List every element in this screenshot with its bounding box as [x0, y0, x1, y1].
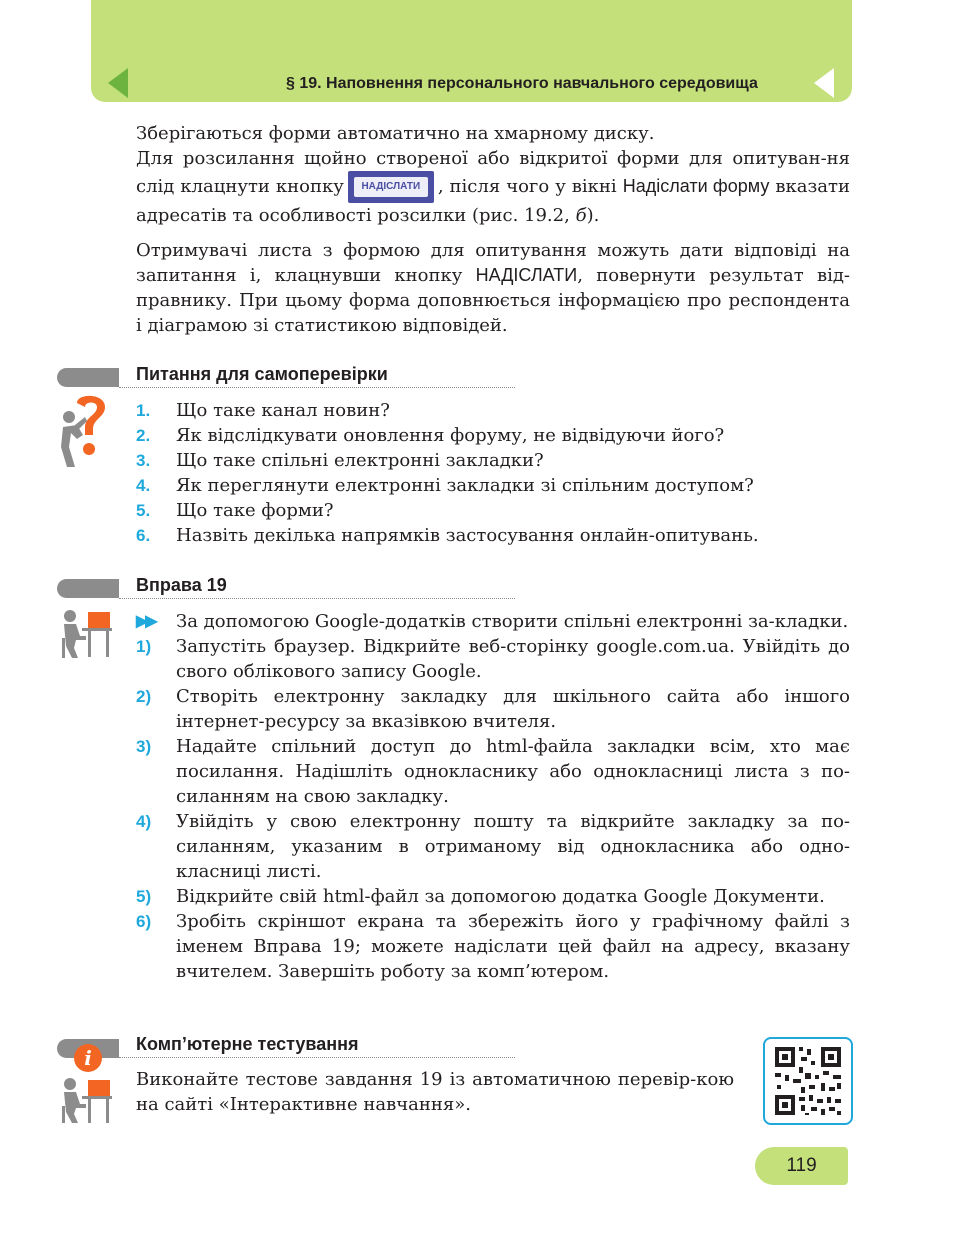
page-number: 119: [755, 1147, 848, 1185]
list-item: 3. Що таке спільні електронні закладки?: [136, 450, 544, 471]
exercise-intro: ▶▶ За допомогою Google-додатків створити спільні електронні за-кладки.: [136, 611, 849, 632]
list-item: 4. Як переглянути електронні закладки зі спільним доступом?: [136, 475, 754, 496]
computer-work-icon: [58, 608, 112, 660]
section-bar: [57, 579, 119, 598]
divider: [119, 387, 515, 388]
intro-paragraph-3: Отримувачі листа з формою для опитування можуть дати відповіді на запитання і, клацнувши кнопку НАДІСЛАТИ, повернути результат від-правнику. При цьому форма доповнюється інформацією про респондента і діаграмою зі статистикою відповідей.: [136, 240, 851, 336]
prev-arrow-icon: [108, 68, 128, 98]
exercise-body: [136, 609, 850, 984]
list-item: 5. Що таке форми?: [136, 500, 334, 521]
list-item: 1) Запустіть браузер. Відкрийте веб-сторінку google.com.ua. Увійдіть до свого облікового запису Google.: [136, 636, 850, 682]
svg-text:i: i: [84, 1046, 92, 1070]
list-item: 6. Назвіть декілька напрямків застосування онлайн-опитувань.: [136, 525, 759, 546]
questions-list: [136, 398, 850, 548]
question-person-icon: [55, 395, 110, 470]
qr-code[interactable]: [763, 1037, 853, 1125]
info-computer-icon: [58, 1042, 112, 1124]
double-arrow-icon: ▶▶: [136, 613, 155, 630]
testing-text: Виконайте тестове завдання 19 із автоматичною перевір-кою на сайті «Інтерактивне навчання».: [136, 1069, 734, 1115]
chapter-title: § 19. Наповнення персонального навчального середовища: [286, 75, 758, 92]
send-button-image: НАДІСЛАТИ: [348, 171, 434, 203]
divider: [119, 1057, 515, 1058]
list-item: 2. Як відслідкувати оновлення форуму, не відвідуючи його?: [136, 425, 725, 446]
intro-text: [136, 121, 850, 146]
intro-paragraph-2: Для розсилання щойно створеної або відкритої форми для опитуван-ня слід клацнути кнопку НАДІСЛАТИ , після чого у вікні Надіслати форму вказати адресатів та особливості розсилки (рис. 19.2, б).: [136, 148, 850, 226]
exercise-title: Вправа 19: [136, 575, 227, 595]
list-item: 4) Увійдіть у свою електронну пошту та відкрийте закладку за по-силанням, указаним в отриманому від однокласника або одно-класниці листі.: [136, 811, 850, 882]
qr-code-icon: [765, 1039, 851, 1123]
testing-title: Комп’ютерне тестування: [136, 1034, 359, 1054]
list-item: 6) Зробіть скріншот екрана та збережіть його у графічному файлі з іменем Вправа 19; можете надіслати цей файл на адресу, вказану вчителем. Завершіть роботу за комп’ютером.: [136, 911, 850, 982]
questions-title: Питання для самоперевірки: [136, 364, 388, 384]
list-item: 3) Надайте спільний доступ до html-файла закладки всім, хто має посилання. Надішліть однокласнику або однокласниці листа з по-силанням на свою закладку.: [136, 736, 850, 807]
window-name: Надіслати форму: [622, 176, 770, 196]
section-bar: [57, 368, 119, 387]
next-arrow-icon: [814, 68, 834, 98]
list-item: 2) Створіть електронну закладку для шкільного сайта або іншого інтернет-ресурсу за вказівкою вчителя.: [136, 686, 850, 732]
list-item: 1. Що таке канал новин?: [136, 400, 390, 421]
intro-paragraph-1: Зберігаються форми автоматично на хмарному диску.: [136, 123, 655, 144]
list-item: 5) Відкрийте свій html-файл за допомогою додатка Google Документи.: [136, 886, 825, 907]
divider: [119, 598, 515, 599]
